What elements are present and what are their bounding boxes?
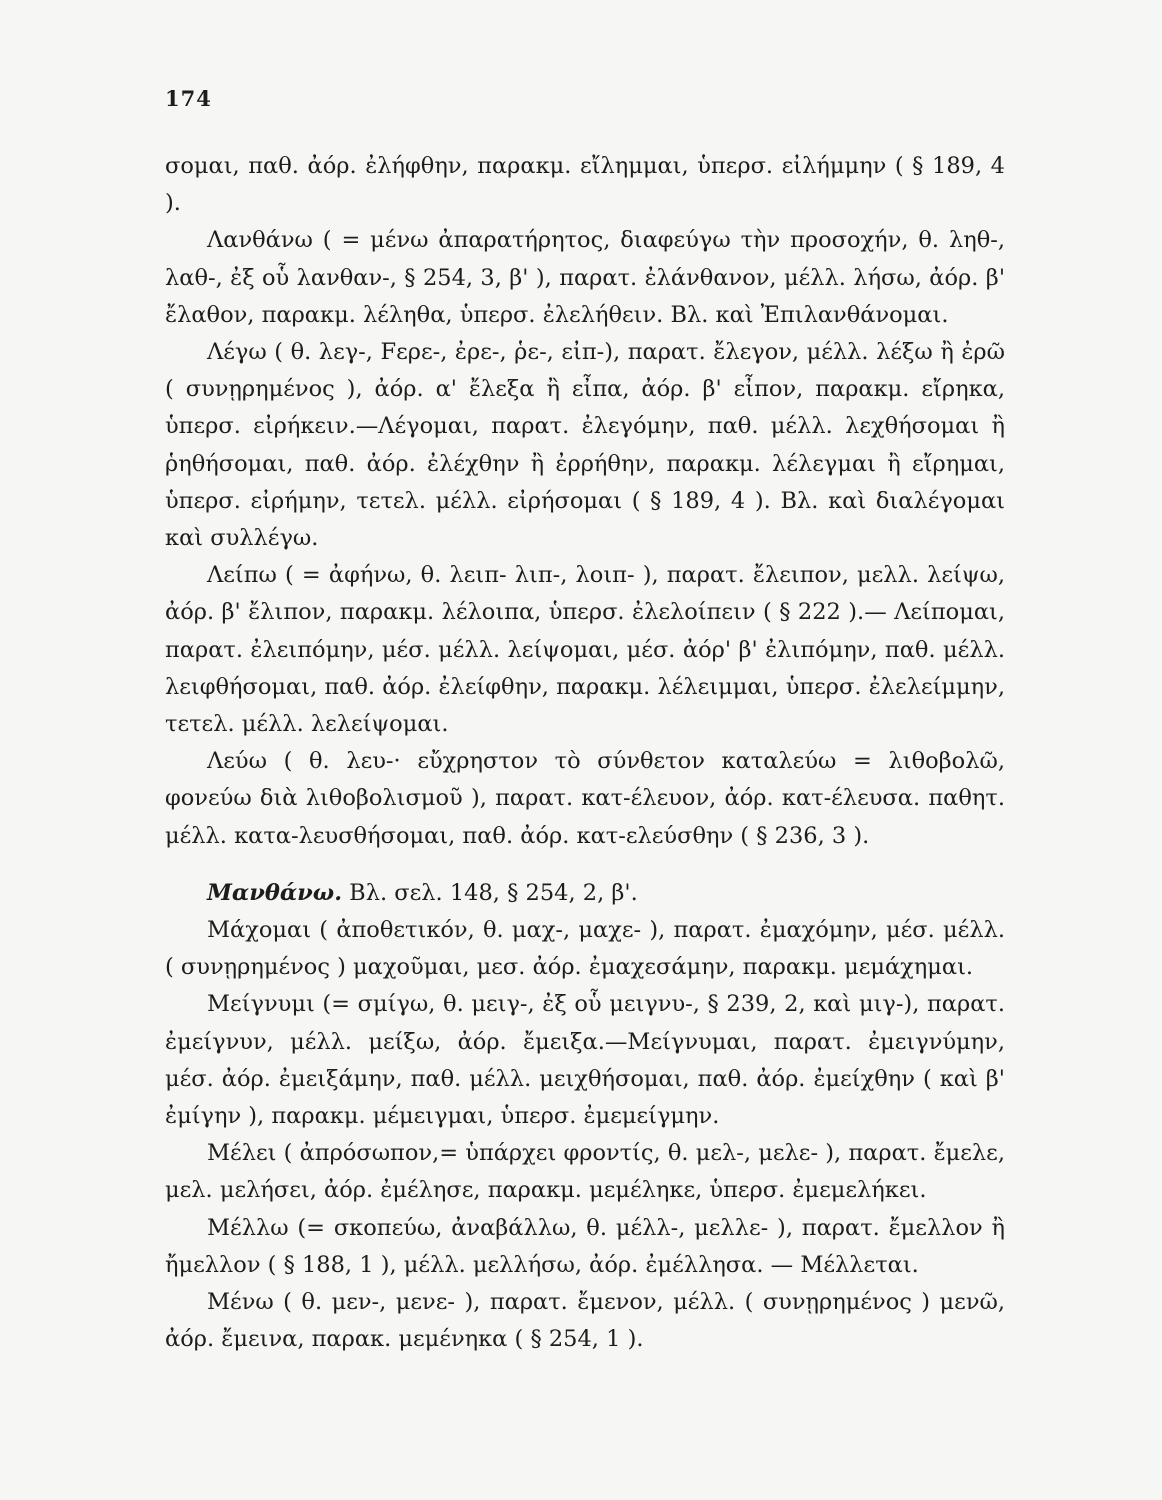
- entry-machomai: Μάχομαι ( ἀποθετικόν, θ. μαχ-, μαχε- ), παρατ. ἐμαχόμην, μέσ. μέλλ. ( συνῃρημένος ) μαχοῦμαι, μεσ. ἀόρ. ἐμαχεσάμην, παρακμ. μεμάχημαι.: [165, 917, 1005, 981]
- entry-meignymi: Μείγνυμι (= σμίγω, θ. μειγ-, ἐξ οὗ μειγνυ-, § 239, 2, καὶ μιγ-), παρατ. ἐμείγνυν, μέλλ. μείξω, ἀόρ. ἔμειξα.—Μείγνυμαι, παρατ. ἐμειγνύμην, μέσ. ἀόρ. ἐμειξάμην, παθ. μέλλ. μειχθήσομαι, παθ. ἀόρ. ἐμείχθην ( καὶ β' ἐμίγην ), παρακμ. μέμειγμαι, ὑπερσ. ἐμεμείγμην.: [165, 991, 1005, 1130]
- entry-continuation: σομαι, παθ. ἀόρ. ἐλήφθην, παρακμ. εἴλημμαι, ὑπερσ. εἰλήμμην ( § 189, 4 ).: [165, 153, 1005, 217]
- entry-mello: Μέλλω (= σκοπεύω, ἀναβάλλω, θ. μέλλ-, μελλε- ), παρατ. ἔμελλον ἢ ἤμελλον ( § 188, 1 ), μέλλ. μελλήσω, ἀόρ. ἐμέλλησα. — Μέλλεται.: [165, 1214, 1005, 1278]
- dictionary-body: [165, 148, 1005, 1359]
- entry-meno: Μένω ( θ. μεν-, μενε- ), παρατ. ἔμενον, μέλλ. ( συνῃρημένος ) μενῶ, ἀόρ. ἔμεινα, παρακ. μεμένηκα ( § 254, 1 ).: [165, 1289, 1005, 1353]
- entry-headword: Μανθάνω.: [207, 879, 343, 906]
- entry-lego: Λέγω ( θ. λεγ-, Fερε-, ἐρε-, ῥε-, εἰπ-), παρατ. ἔλεγον, μέλλ. λέξω ἢ ἐρῶ ( συνῃρημένος ), ἀόρ. α' ἔλεξα ἢ εἶπα, ἀόρ. β' εἶπον, παρακμ. εἴρηκα, ὑπερσ. εἰρήκειν.—Λέγομαι, παρατ. ἐλεγόμην, παθ. μέλλ. λεχθήσομαι ἢ ῥηθήσομαι, παθ. ἀόρ. ἐλέχθην ἢ ἐρρήθην, παρακμ. λέλεγμαι ἢ εἴρημαι, ὑπερσ. εἰρήμην, τετελ. μέλλ. εἰρήσομαι ( § 189, 4 ). Βλ. καὶ διαλέγομαι καὶ συλλέγω.: [165, 339, 1005, 552]
- entry-manthano-text: Βλ. σελ. 148, § 254, 2, β'.: [342, 879, 638, 906]
- entry-lanthano: Λανθάνω ( = μένω ἀπαρατήρητος, διαφεύγω τὴν προσοχήν, θ. ληθ-, λαθ-, ἐξ οὗ λανθαν-, § 254, 3, β' ), παρατ. ἐλάνθανον, μέλλ. λήσω, ἀόρ. β' ἔλαθον, παρακμ. λέληθα, ὑπερσ. ἐλελήθειν. Βλ. καὶ Ἐπιλανθάνομαι.: [165, 227, 1005, 328]
- entry-manthano: [165, 875, 1005, 912]
- section-gap: [165, 855, 1005, 875]
- page-number: 174: [165, 86, 212, 111]
- entry-melei: Μέλει ( ἀπρόσωπον,= ὑπάρχει φροντίς, θ. μελ-, μελε- ), παρατ. ἔμελε, μελ. μελήσει, ἀόρ. ἐμέλησε, παρακμ. μεμέληκε, ὑπερσ. ἐμεμελήκει.: [165, 1140, 1005, 1204]
- entry-leuo: Λεύω ( θ. λευ-· εὔχρηστον τὸ σύνθετον καταλεύω = λιθοβολῶ, φονεύω διὰ λιθοβολισμοῦ ), παρατ. κατ-έλευον, ἀόρ. κατ-έλευσα. παθητ. μέλλ. κατα-λευσθήσομαι, παθ. ἀόρ. κατ-ελεύσθην ( § 236, 3 ).: [165, 748, 1005, 849]
- entry-leipo: Λείπω ( = ἀφήνω, θ. λειπ- λιπ-, λοιπ- ), παρατ. ἔλειπον, μελλ. λείψω, ἀόρ. β' ἔλιπον, παρακμ. λέλοιπα, ὑπερσ. ἐλελοίπειν ( § 222 ).— Λείπομαι, παρατ. ἐλειπόμην, μέσ. μέλλ. λείψομαι, μέσ. ἀόρ' β' ἐλιπόμην, παθ. μέλλ. λειφθήσομαι, παθ. ἀόρ. ἐλείφθην, παρακμ. λέλειμμαι, ὑπερσ. ἐλελείμμην, τετελ. μέλλ. λελείψομαι.: [165, 562, 1005, 738]
